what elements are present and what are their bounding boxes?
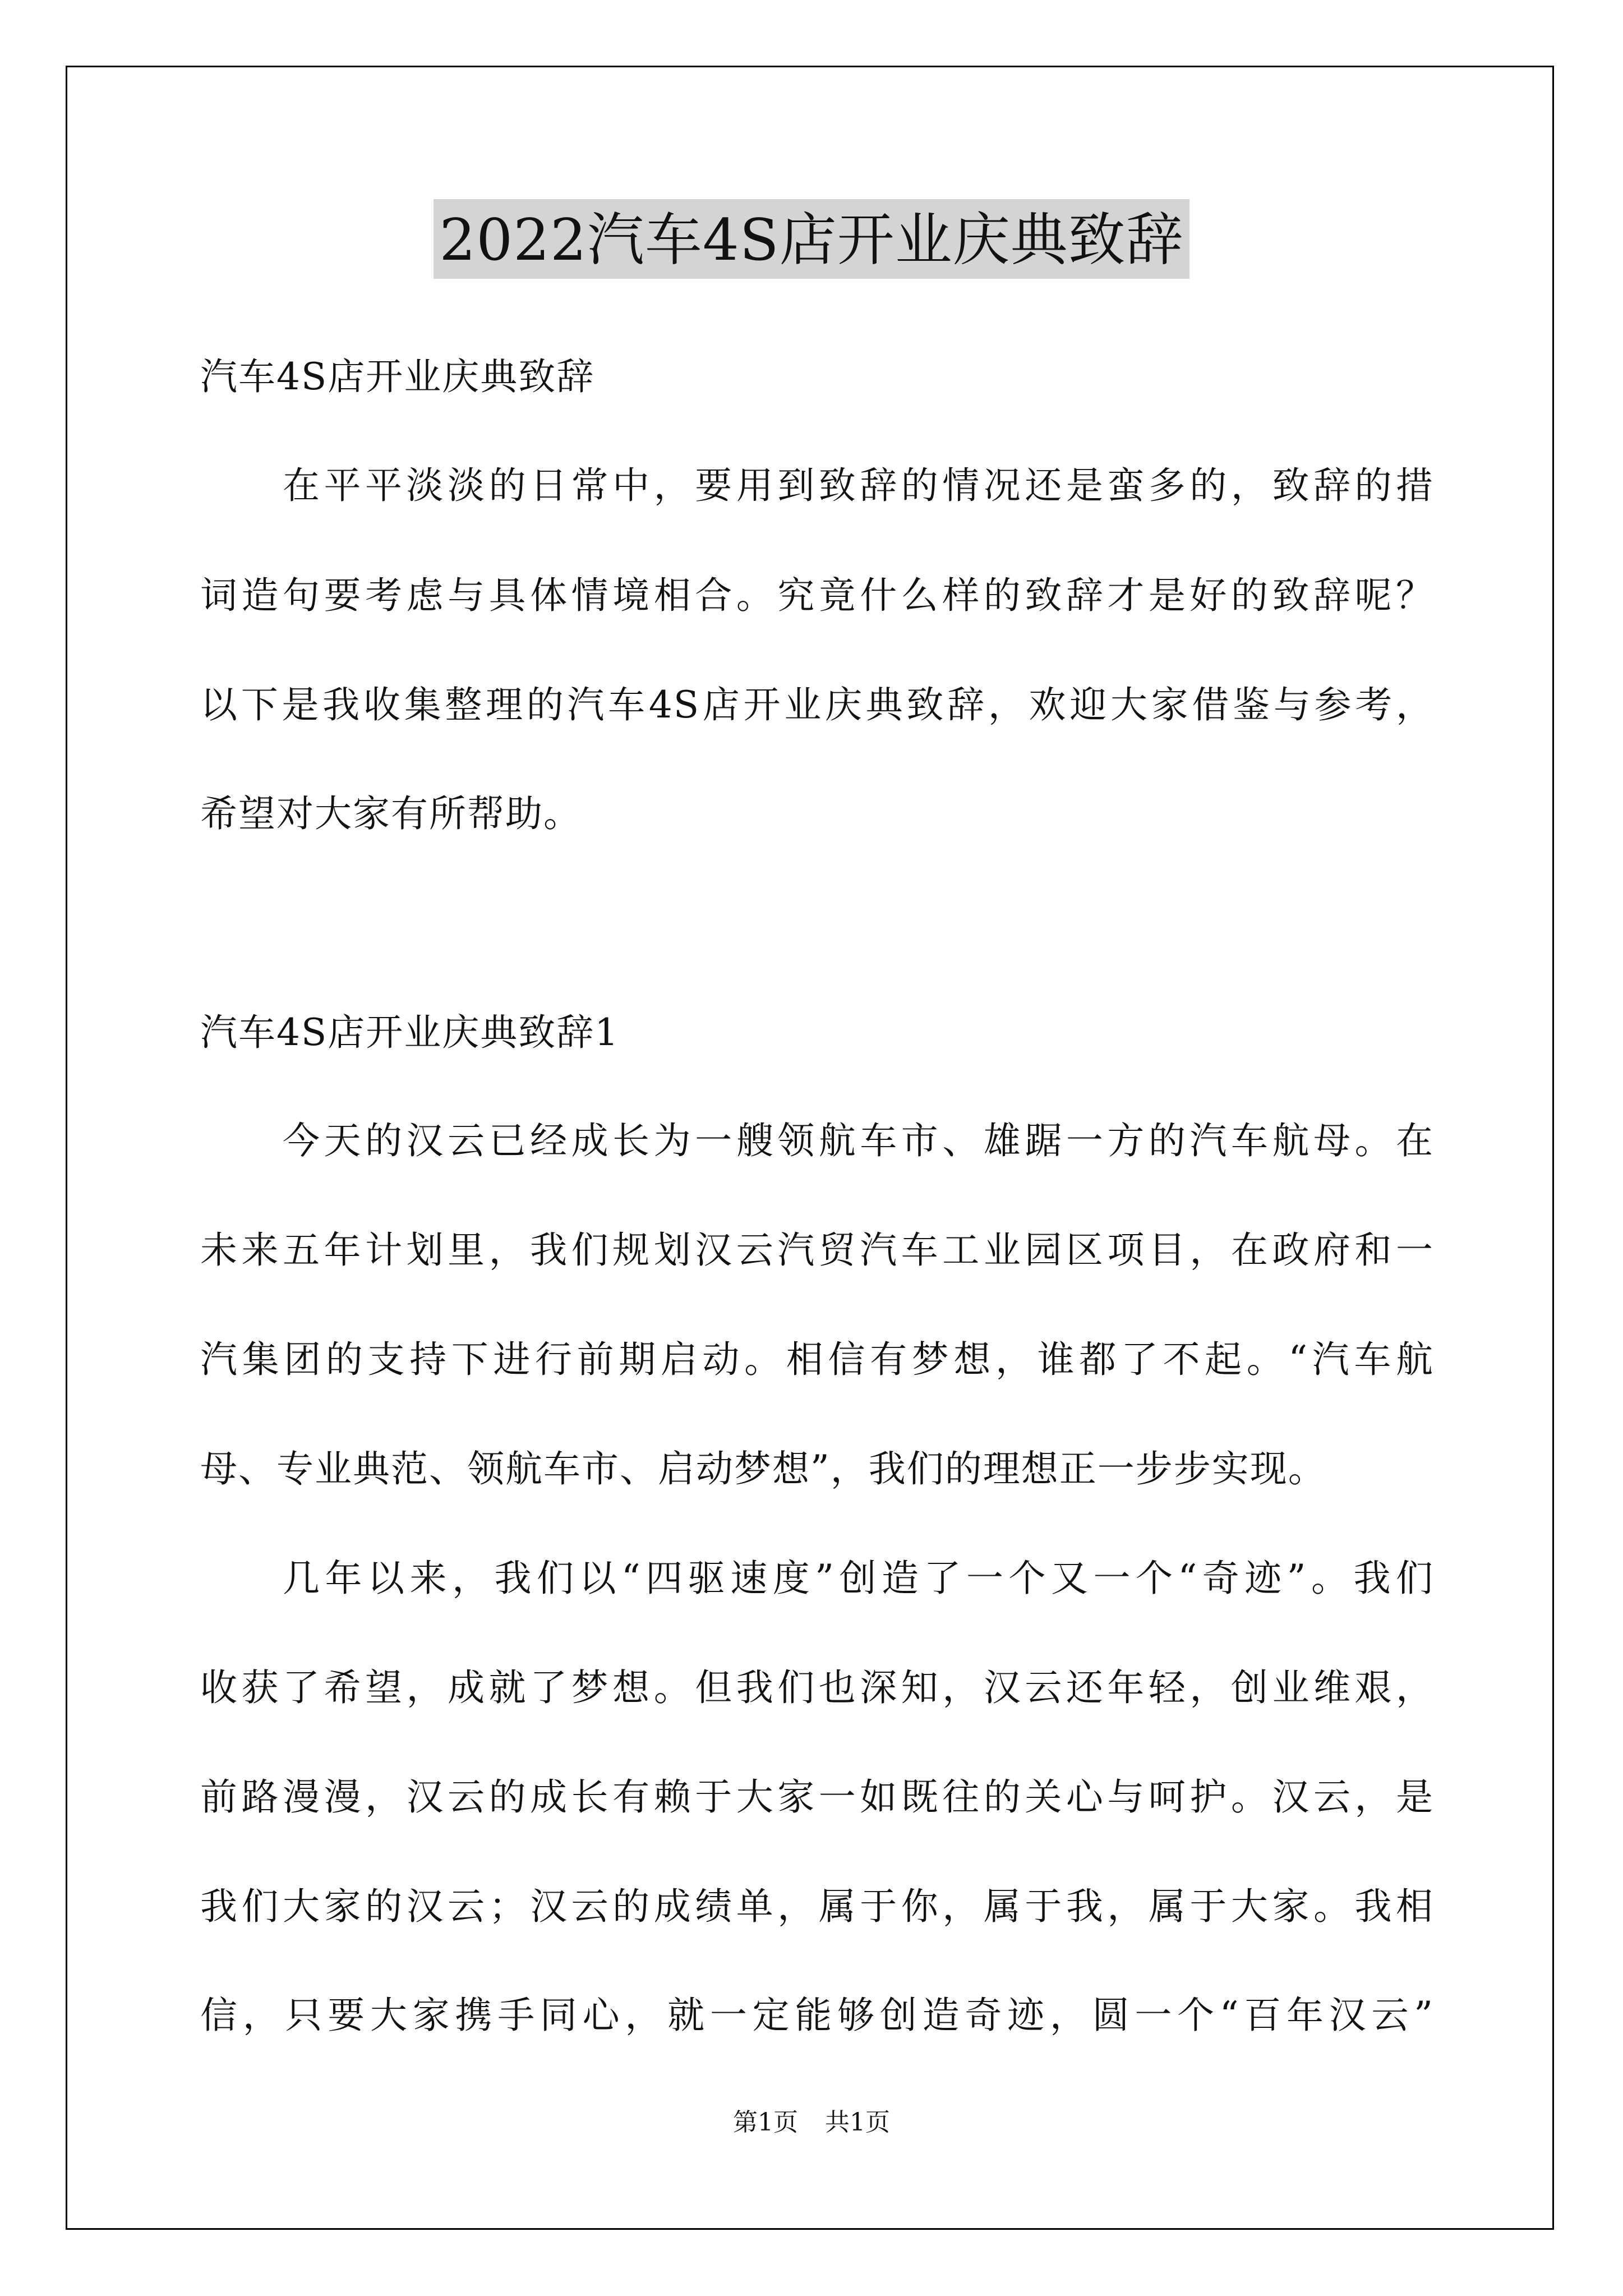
paragraph1-line-3: 汽集团的支持下进行前期启动。相信有梦想，谁都了不起。“汽车航 xyxy=(200,1338,1434,1381)
intro-line-2: 词造句要考虑与具体情境相合。究竟什么样的致辞才是好的致辞呢？ xyxy=(200,574,1434,617)
title-container xyxy=(0,199,1623,279)
document-subtitle: 汽车4S店开业庆典致辞 xyxy=(200,355,595,398)
paragraph1-line-4: 母、专业典范、领航车市、启动梦想”，我们的理想正一步步实现。 xyxy=(200,1447,1326,1490)
paragraph2-line-1: 几年以来，我们以“四驱速度”创造了一个又一个“奇迹”。我们 xyxy=(283,1557,1434,1600)
page-number-total: 共1页 xyxy=(825,2108,890,2137)
section-heading: 汽车4S店开业庆典致辞1 xyxy=(200,1011,620,1054)
paragraph1-line-1: 今天的汉云已经成长为一艘领航车市、雄踞一方的汽车航母。在 xyxy=(283,1119,1434,1162)
paragraph1-line-2: 未来五年计划里，我们规划汉云汽贸汽车工业园区项目，在政府和一 xyxy=(200,1228,1434,1272)
document-title: 2022汽车4S店开业庆典致辞 xyxy=(434,199,1189,279)
intro-line-1: 在平平淡淡的日常中，要用到致辞的情况还是蛮多的，致辞的措 xyxy=(283,464,1434,507)
paragraph2-line-4: 我们大家的汉云；汉云的成绩单，属于你，属于我，属于大家。我相 xyxy=(200,1885,1434,1928)
intro-line-3: 以下是我收集整理的汽车4S店开业庆典致辞，欢迎大家借鉴与参考， xyxy=(200,683,1434,726)
paragraph2-line-3: 前路漫漫，汉云的成长有赖于大家一如既往的关心与呵护。汉云，是 xyxy=(200,1775,1434,1819)
intro-line-4: 希望对大家有所帮助。 xyxy=(200,792,582,835)
page-footer xyxy=(0,2107,1623,2138)
paragraph2-line-2: 收获了希望，成就了梦想。但我们也深知，汉云还年轻，创业维艰， xyxy=(200,1666,1434,1709)
paragraph2-line-5: 信，只要大家携手同心，就一定能够创造奇迹，圆一个“百年汉云” xyxy=(200,1994,1434,2037)
page-number-current: 第1页 xyxy=(733,2108,798,2137)
